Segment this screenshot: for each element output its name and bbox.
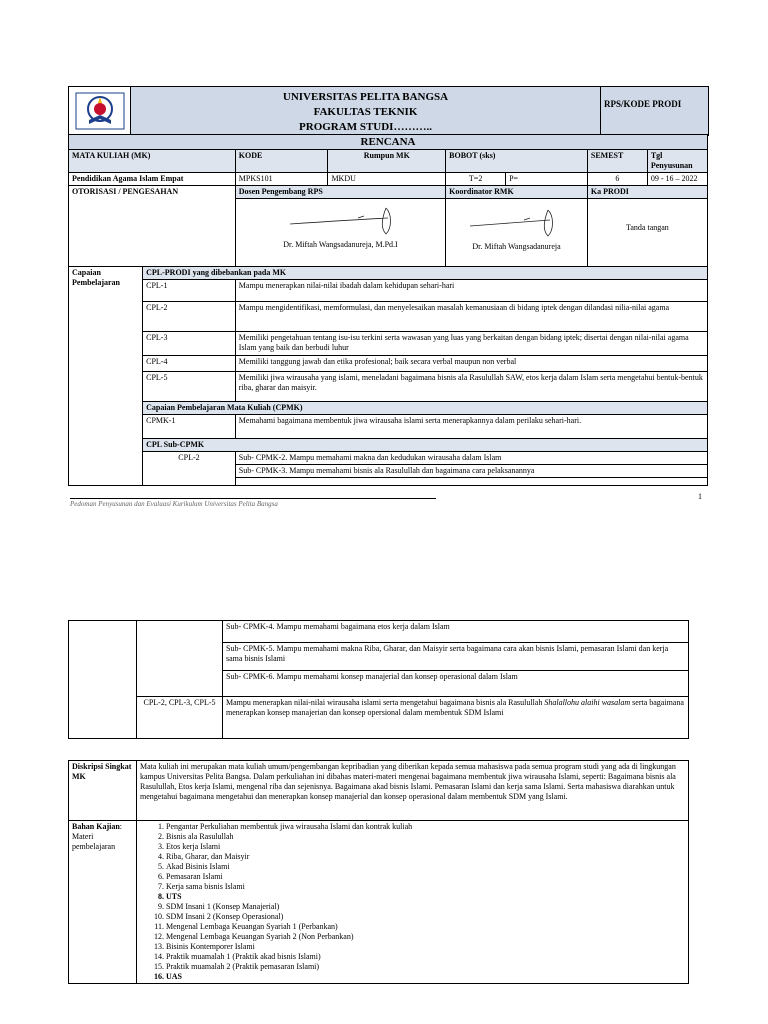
cpl-header: CPL-PRODI yang dibebankan pada MK bbox=[143, 267, 708, 280]
sub-cpmk-item: Sub- CPMK-5. Mampu memahami makna Riba, Gharar, dan Maisyir serta bagaimana cara akan bisnis Islami, pemasaran Islami dan kerja sama bisnis Islami bbox=[223, 643, 689, 671]
course-name: Pendidikan Agama Islam Empat bbox=[69, 173, 236, 186]
rumpun-label: Rumpun MK bbox=[328, 150, 446, 173]
sub-cpmk-item: Sub- CPMK-6. Mampu memahami konsep manajerial dan konsep operasional dalam Islam bbox=[223, 671, 689, 697]
cpl-code: CPL-4 bbox=[143, 356, 236, 372]
cpmk-text: Memahami bagaimana membentuk jiwa wirausaha islami serta menerapkannya dalam perilaku sehari-hari. bbox=[235, 415, 707, 439]
page-number: 1 bbox=[698, 492, 702, 501]
cpmk-code: CPMK-1 bbox=[143, 415, 236, 439]
empty-label-cell bbox=[69, 621, 137, 739]
list-item: 16. UAS bbox=[166, 972, 685, 982]
bahan-list bbox=[140, 822, 685, 982]
list-item: 6. Pemasaran Islami bbox=[166, 872, 685, 882]
cpl-code: CPL-1 bbox=[143, 280, 236, 302]
koordinator-signature-cell bbox=[446, 199, 588, 267]
cpl-code: CPL-3 bbox=[143, 332, 236, 356]
list-item: 2. Bisnis ala Rasulullah bbox=[166, 832, 685, 842]
tgl-label: Tgl Penyusunan bbox=[647, 150, 707, 173]
capaian-label: Capaian Pembelajaran bbox=[69, 267, 143, 486]
dosen-label: Dosen Pengembang RPS bbox=[235, 186, 445, 199]
cpl-text: Memiliki jiwa wirausaha yang islami, meneladani bagaimana bisnis ala Rasulullah SAW, etos kerja dalam Islam serta mengetahui bentuk-bentuk riba, gharar dan maisyir. bbox=[235, 372, 707, 402]
course-p: P= bbox=[506, 173, 588, 186]
combined-cpl-code: CPL-2, CPL-3, CPL-5 bbox=[137, 697, 223, 739]
cpl-text: Memiliki pengetahuan tentang isu-isu terkini serta wawasan yang luas yang berkaitan dengan bidang iptek; disertai dengan nilai-nilai agama Islam yang baik dan berbudi luhur bbox=[235, 332, 707, 356]
list-item: 4. Riba, Gharar, dan Maisyir bbox=[166, 852, 685, 862]
mk-label: MATA KULIAH (MK) bbox=[69, 150, 236, 173]
university-logo-icon bbox=[75, 92, 125, 130]
rencana-title: RENCANA bbox=[69, 135, 708, 150]
dosen-signature bbox=[270, 204, 410, 240]
list-item: 12. Mengenal Lembaga Keuangan Syariah 2 (Non Perbankan) bbox=[166, 932, 685, 942]
course-rumpun: MKDU bbox=[328, 173, 446, 186]
list-item: 7. Kerja sama bisnis Islami bbox=[166, 882, 685, 892]
combined-cpl-text bbox=[223, 697, 689, 739]
sub-cpmk-item bbox=[235, 478, 707, 486]
deskripsi-table bbox=[68, 760, 689, 984]
koordinator-signature bbox=[462, 204, 572, 242]
logo-cell bbox=[69, 87, 131, 136]
cpl-text: Mampu mengidentifikasi, memformulasi, dan menyelesaikan masalah kemanusiaan di bidang iptek dengan dilandasi nilia-nilai agama bbox=[235, 302, 707, 332]
bahan-label-rest: : Materi pembelajaran bbox=[72, 822, 123, 851]
semester-label: SEMEST bbox=[587, 150, 647, 173]
rps-main-table bbox=[68, 134, 708, 486]
sub-cpmk-item: Sub- CPMK-4. Mampu memahami bagaimana etos kerja dalam Islam bbox=[223, 621, 689, 643]
combined-text-part: serta bagaimana menerapkan konsep manajerian dan konsep opersional dalam membentuk SDM Islami bbox=[226, 698, 684, 717]
header-table bbox=[68, 86, 709, 136]
sub-cpl-code: CPL-2 bbox=[143, 452, 236, 486]
list-item: 11. Mengenal Lembaga Keuangan Syariah 1 (Perbankan) bbox=[166, 922, 685, 932]
koordinator-label: Koordinator RMK bbox=[446, 186, 588, 199]
list-item: 15. Praktik muamalah 2 (Praktik pemasaran Islami) bbox=[166, 962, 685, 972]
list-item: 9. SDM Insani 1 (Konsep Manajerial) bbox=[166, 902, 685, 912]
faculty-name: FAKULTAS TEKNIK bbox=[313, 106, 418, 118]
combined-text-part: Mampu menerapkan nilai-nilai wirausaha islami serta mengetahui bagaimana bisnis ala Rasulullah bbox=[226, 698, 545, 707]
page-footer: Pedoman Penyusunan dan Evaluasi Kurikulum Universitas Pelita Bangsa bbox=[70, 498, 436, 508]
deskripsi-label: Diskripsi Singkat MK bbox=[69, 761, 137, 821]
cpl-code: CPL-5 bbox=[143, 372, 236, 402]
cpl-code: CPL-2 bbox=[143, 302, 236, 332]
list-item: 5. Akad Bisinis Islami bbox=[166, 862, 685, 872]
program-name: PROGRAM STUDI……….. bbox=[299, 121, 432, 133]
sub-cpmk-item: Sub- CPMK-3. Mampu memahami bisnis ala Rasulullah dan bagaimana cara pelaksanannya bbox=[235, 465, 707, 478]
list-item: 1. Pengantar Perkuliahan membentuk jiwa wirausaha Islami dan kontrak kuliah bbox=[166, 822, 685, 832]
university-name: UNIVERSITAS PELITA BANGSA bbox=[282, 91, 449, 103]
kaprodi-label: Ka PRODI bbox=[587, 186, 707, 199]
bahan-label bbox=[69, 821, 137, 984]
list-item: 14. Praktik muamalah 1 (Praktik akad bisnis Islami) bbox=[166, 952, 685, 962]
bahan-label-bold: Bahan Kajian bbox=[72, 822, 120, 831]
cpmk-header: Capaian Pembelajaran Mata Kuliah (CPMK) bbox=[143, 402, 708, 415]
combined-text-italic: Shalallohu alaihi wasalam bbox=[544, 698, 631, 707]
list-item: 3. Etos kerja Islami bbox=[166, 842, 685, 852]
list-item: 8. UTS bbox=[166, 892, 685, 902]
empty-cpl-cell bbox=[137, 621, 223, 697]
dosen-name: Dr. Miftah Wangsadanureja, M.Pd.I bbox=[283, 240, 398, 249]
kode-label: KODE bbox=[235, 150, 328, 173]
cpl-text: Mampu menerapkan nilai-nilai ibadah dalam kehidupan sehari-hari bbox=[235, 280, 707, 302]
course-t: T=2 bbox=[446, 173, 506, 186]
list-item: 13. Bisinis Kontemporer Islami bbox=[166, 942, 685, 952]
course-semester: 6 bbox=[587, 173, 647, 186]
kaprodi-signature: Tanda tangan bbox=[587, 199, 707, 267]
doc-code: RPS/KODE PRODI bbox=[601, 87, 709, 136]
list-item: 10. SDM Insani 2 (Konsep Operasional) bbox=[166, 912, 685, 922]
course-code: MPKS101 bbox=[235, 173, 328, 186]
course-date: 09 - 16 – 2022 bbox=[647, 173, 707, 186]
sub-cpmk-continuation-table bbox=[68, 620, 689, 739]
koordinator-name: Dr. Miftah Wangsadanureja bbox=[472, 242, 561, 251]
bahan-list-cell bbox=[137, 821, 689, 984]
bobot-label: BOBOT (sks) bbox=[446, 150, 588, 173]
sub-cpmk-item: Sub- CPMK-2. Mampu memahami makna dan kedudukan wirausaha dalam Islam bbox=[235, 452, 707, 465]
otorisasi-label: OTORISASI / PENGESAHAN bbox=[69, 186, 236, 267]
deskripsi-text: Mata kuliah ini merupakan mata kuliah umum/pengembangan kepribadian yang diberikan kepada semua mahasiswa pada semua program studi yang ada di lingkungan kampus Universitas Pelita Bangsa. Dalam perkuliahan ini dibahas materi-materi mengenai bagaimana membentuk jiwa wirausaha Islami, seperti: Bagaimana bisnis ala Rasulullah, Etos kerja Islami, mengenal riba dan sejenisnya. Bagaimana akad bisnis Islami. Pemasaran Islami dan kerja sama Islami. Serta mahasiswa diarahkan untuk mengetahui bagaimana mengetahui dan menerapkan konsep manajerial dan konsep operasional dalam membentuk SDM yang Islami. bbox=[137, 761, 689, 821]
sub-cpmk-header: CPL Sub-CPMK bbox=[143, 439, 708, 452]
cpl-text: Memiliki tanggung jawab dan etika profesional; baik secara verbal maupun non verbal bbox=[235, 356, 707, 372]
dosen-signature-cell bbox=[235, 199, 445, 267]
title-cell bbox=[131, 87, 601, 136]
